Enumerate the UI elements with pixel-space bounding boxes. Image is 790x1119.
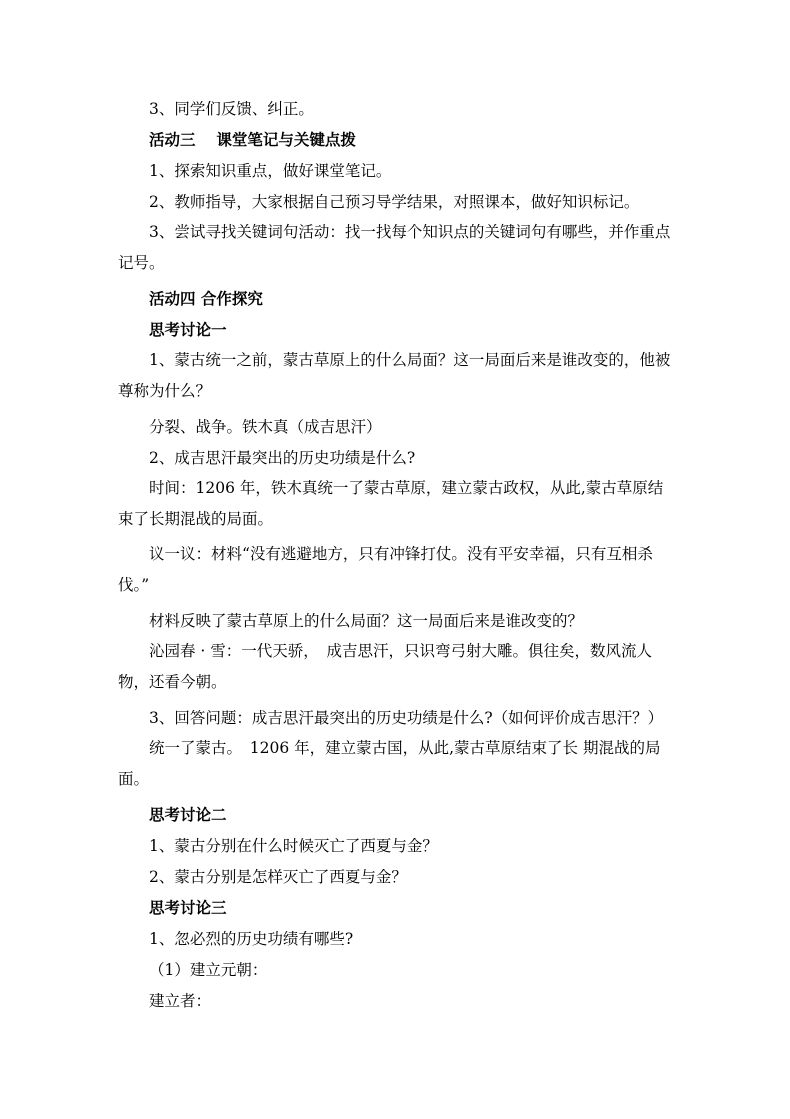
- text-line: 议一议：材料“没有逃避地方，只有冲锋打仗。没有平安幸福，只有互相杀伐。”: [118, 545, 653, 594]
- text-line: 统一了蒙古。 1206 年，建立蒙古国，从此,蒙古草原结束了长 期混战的局面。: [118, 739, 661, 788]
- text-line: 3、尝试寻找关键词句活动：找一找每个知识点的关键词句有哪些，并作重点记号。: [118, 223, 671, 272]
- text-line: 2、蒙古分别是怎样灭亡了西夏与金？: [149, 868, 407, 886]
- text-line: 建立者：: [149, 992, 212, 1010]
- section-heading: 思考讨论二: [149, 805, 227, 824]
- text-line: 3、回答问题：成吉思汗最突出的历史功绩是什么?（如何评价成吉思汗？）: [149, 709, 664, 727]
- section-heading: 活动四 合作探究: [149, 289, 263, 308]
- text-line: 分裂、战争。铁木真（成吉思汗）: [149, 418, 382, 436]
- text-line: 材料反映了蒙古草原上的什么局面？这一局面后来是谁改变的？: [149, 612, 584, 630]
- text-line: （1）建立元朝：: [149, 961, 268, 979]
- text-line: 2、成吉思汗最突出的历史功绩是什么?: [149, 449, 416, 467]
- text-line: 1、蒙古分别在什么时候灭亡了西夏与金？: [149, 837, 438, 855]
- text-line: 时间：1206 年，铁木真统一了蒙古草原，建立蒙古政权，从此,蒙古草原结束了长期混战的局面。: [118, 479, 664, 528]
- section-heading: 思考讨论一: [149, 320, 227, 339]
- text-line: 3、同学们反馈、纠正。: [149, 100, 314, 118]
- text-line: 2、教师指导，大家根据自己预习导学结果，对照课本，做好知识标记。: [149, 193, 640, 211]
- text-line: 1、忽必烈的历史功绩有哪些?: [149, 930, 354, 948]
- section-heading: 思考讨论三: [149, 898, 227, 917]
- text-line: 1、探索知识重点，做好课堂笔记。: [149, 162, 392, 180]
- document-page: [118, 98, 673, 1021]
- text-line: 沁园春 · 雪：一代天骄， 成吉思汗，只识弯弓射大雕。俱往矣，数风流人物，还看今朝。: [118, 642, 653, 691]
- text-line: 1、蒙古统一之前，蒙古草原上的什么局面？这一局面后来是谁改变的，他被尊称为什么？: [118, 351, 671, 400]
- section-heading: 活动三 课堂笔记与关键点拨: [149, 130, 356, 149]
